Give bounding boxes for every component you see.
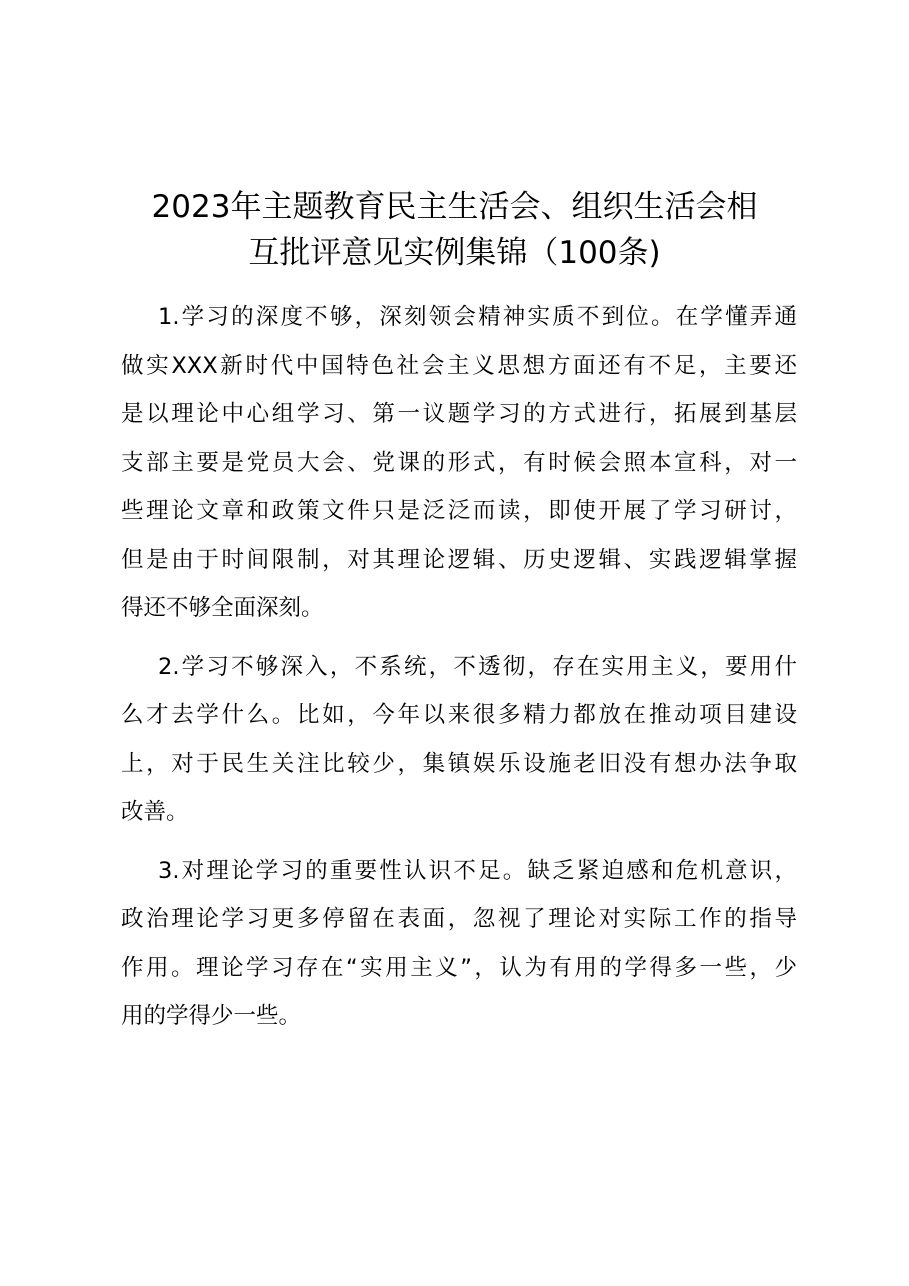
document-title: [112, 184, 797, 276]
paragraph-line: 政治理论学习更多停留在表面，忽视了理论对实际工作的指导: [121, 906, 797, 932]
paragraph-line: 作用。理论学习存在“实用主义”，认为有用的学得多一些，少: [121, 954, 797, 981]
paragraph-line: 1.学习的深度不够，深刻领会精神实质不到位。在学懂弄通: [158, 304, 797, 330]
paragraph-line: 些理论文章和政策文件只是泛泛而读，即使开展了学习研讨，: [121, 498, 797, 524]
paragraph-line: 改善。: [121, 799, 189, 825]
paragraph-line: 得还不够全面深刻。: [121, 595, 324, 621]
document-body: [121, 293, 797, 1041]
paragraph-3: [121, 847, 797, 1041]
paragraph-1: [121, 293, 797, 633]
paragraph-line: 上，对于民生关注比较少，集镇娱乐设施老旧没有想办法争取: [121, 750, 797, 777]
paragraph-line: 用的学得少一些。: [121, 1003, 302, 1029]
paragraph-line: 么才去学什么。比如，今年以来很多精力都放在推动项目建设: [121, 702, 797, 728]
paragraph-2: [121, 643, 797, 837]
title-line-1: 2023年主题教育民主生活会、组织生活会相: [151, 188, 758, 225]
paragraph-line: 3.对理论学习的重要性认识不足。缺乏紧迫感和危机意识，: [158, 857, 797, 884]
title-line-2: 互批评意见实例集锦（100条): [248, 234, 661, 271]
paragraph-line: 支部主要是党员大会、党课的形式，有时候会照本宣科，对一: [121, 449, 797, 476]
paragraph-line: 做实XXX新时代中国特色社会主义思想方面还有不足，主要还: [121, 352, 797, 379]
paragraph-line: 是以理论中心组学习、第一议题学习的方式进行，拓展到基层: [121, 401, 797, 427]
paragraph-line: 2.学习不够深入，不系统，不透彻，存在实用主义，要用什: [158, 653, 797, 680]
paragraph-line: 但是由于时间限制，对其理论逻辑、历史逻辑、实践逻辑掌握: [121, 546, 797, 573]
